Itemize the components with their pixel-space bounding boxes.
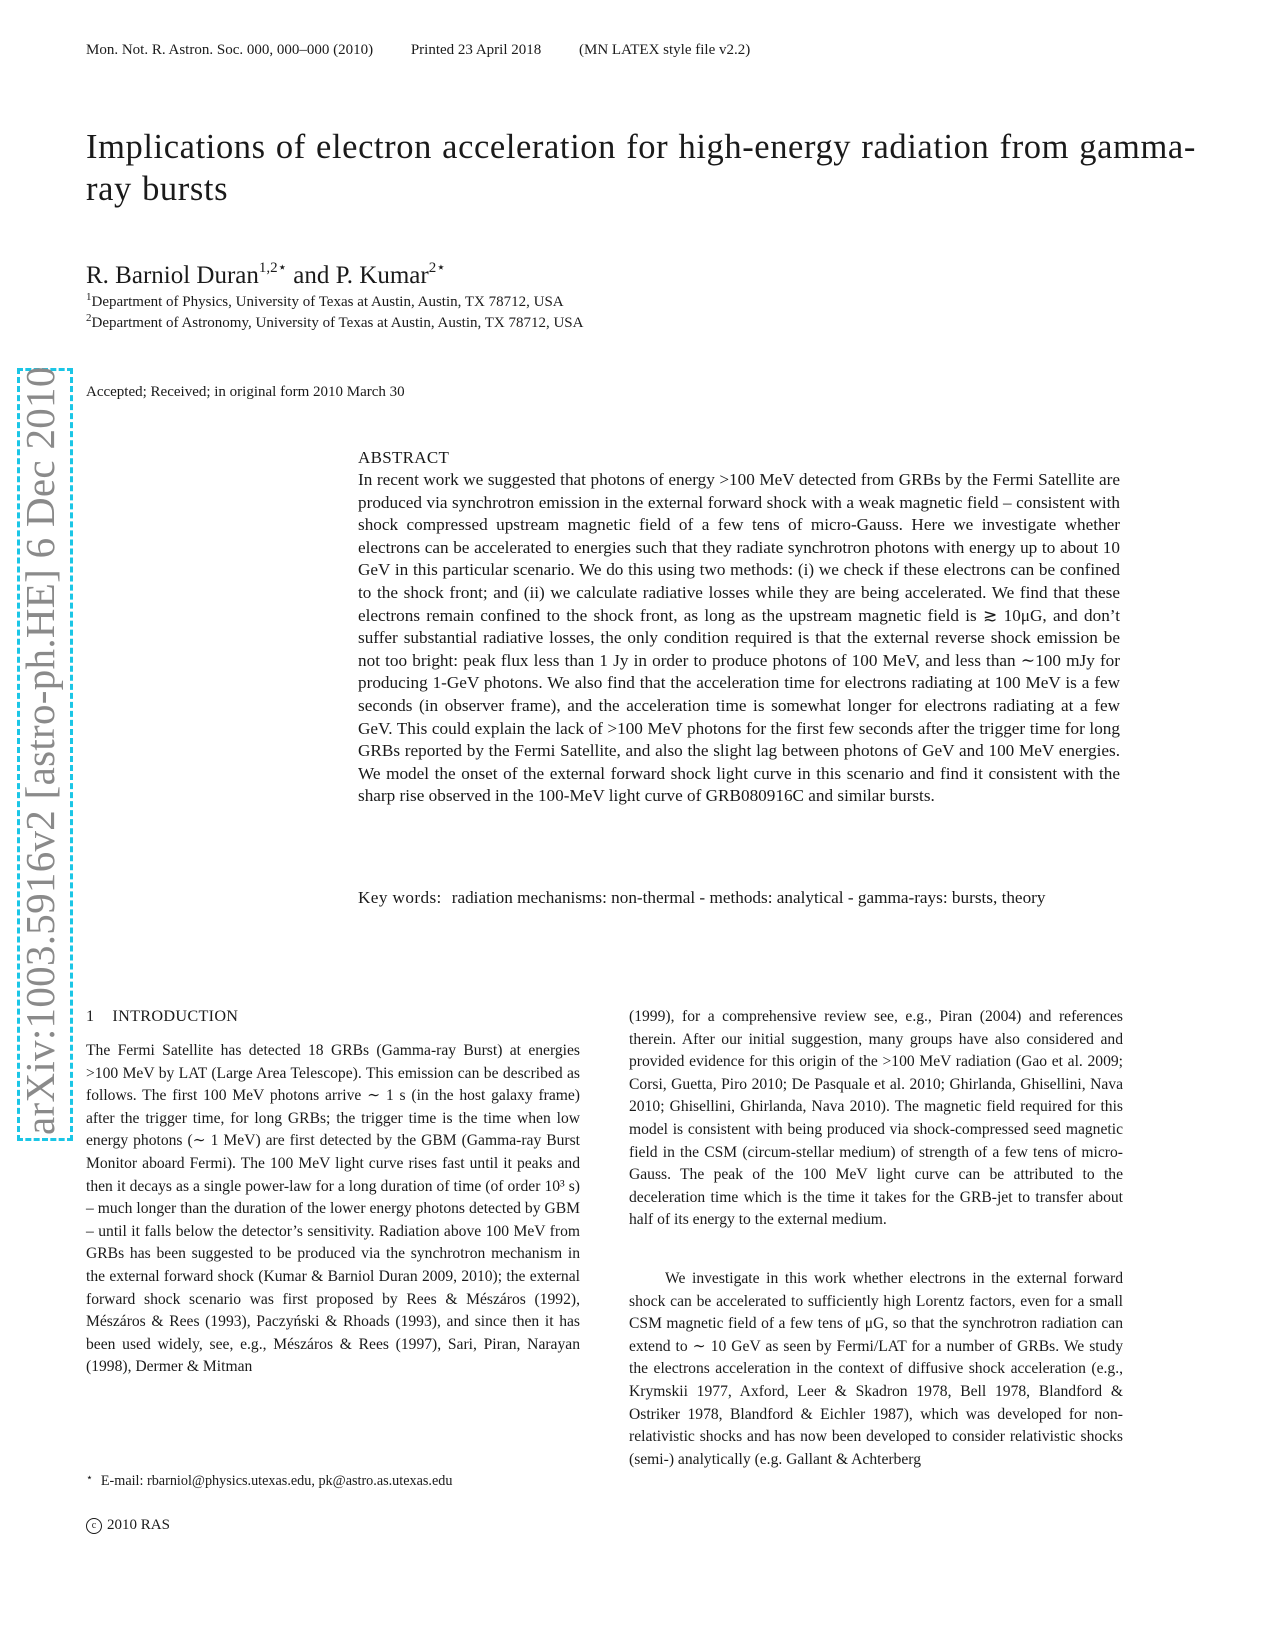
paragraph: We investigate in this work whether electrons in the external forward shock can be accelerated to sufficiently high Lorentz factors, even for a small CSM magnetic field of a few tens of μG, so that the synchrotron radiation can extend to ∼ 10 GeV as seen by Fermi/LAT for a number of GRBs. We study the electrons acceleration in the context of diffusive shock acceleration (e.g., Krymskii 1977, Axford, Leer & Skadron 1978, Bell 1978, Blandford & Ostriker 1978, Blandford & Eichler 1987), which was developed for non-relativistic shocks and has now been developed to consider relativistic shocks (semi-) analytically (e.g. Gallant & Achterberg [629, 1270, 1123, 1468]
affiliation-number: 2 [86, 312, 92, 324]
intro-right-column-continued [629, 1268, 1123, 1471]
abstract-heading: ABSTRACT [358, 448, 450, 467]
footnote-mark: ⋆ [86, 1472, 93, 1484]
author-list [86, 262, 446, 290]
intro-right-column [629, 1006, 1123, 1232]
copyright-line [86, 1517, 170, 1534]
footnote [86, 1471, 452, 1490]
accepted-line: Accepted; Received; in original form 2010 March 30 [86, 384, 405, 400]
keywords-label: Key words: [358, 888, 442, 907]
intro-left-column [86, 1040, 580, 1379]
author-name: R. Barniol Duran [86, 262, 259, 289]
running-head [86, 42, 784, 59]
footnote-text: E-mail: rbarniol@physics.utexas.edu, pk@astro.as.utexas.edu [100, 1473, 453, 1489]
affiliation [86, 312, 584, 332]
paragraph: The Fermi Satellite has detected 18 GRBs (Gamma-ray Burst) at energies >100 MeV by LAT (Large Area Telescope). This emission can be described as follows. The first 100 MeV photons arrive ∼ 1 s (in the host galaxy frame) after the trigger time, for long GRBs; the trigger time is the time when low energy photons (∼ 1 MeV) are first detected by the GBM (Gamma-ray Burst Monitor aboard Fermi). The 100 MeV light curve rises fast until it peaks and then it decays as a single power-law for a long duration of time (of order 10³ s) – much longer than the duration of the lower energy photons detected by GBM – until it falls below the detector’s sensitivity. Radiation above 100 MeV from GRBs has been suggested to be produced via the synchrotron mechanism in the external forward shock (Kumar & Barniol Duran 2009, 2010); the external forward shock scenario was first proposed by Rees & Mészáros (1992), Mészáros & Rees (1993), Paczyński & Rhoads (1993), and since then it has been used widely, see, e.g., Mészáros & Rees (1997), Sari, Piran, Narayan (1998), Dermer & Mitman [86, 1042, 580, 1376]
author-name: P. Kumar [335, 262, 429, 289]
section-heading [86, 1007, 238, 1026]
copyright-text: 2010 RAS [107, 1517, 170, 1533]
author-affiliation-mark: 1,2⋆ [258, 260, 288, 276]
keywords [358, 886, 1120, 909]
section-title: INTRODUCTION [112, 1007, 239, 1025]
author-conjunction: and [287, 262, 336, 289]
author-affiliation-mark: 2⋆ [428, 260, 446, 276]
section-number: 1 [86, 1007, 95, 1025]
affiliation-number: 1 [86, 291, 92, 303]
affiliation [86, 291, 564, 311]
style-file: (MN LATEX style file v2.2) [579, 42, 751, 58]
affiliation-text: Department of Physics, University of Texas at Austin, Austin, TX 78712, USA [91, 294, 564, 310]
arxiv-stamp-text: arXiv:1003.5916v2 [astro-ph.HE] 6 Dec 2010 [17, 366, 63, 1135]
copyright-icon: c [86, 1518, 102, 1534]
paragraph: (1999), for a comprehensive review see, e.g., Piran (2004) and references therein. After our initial suggestion, many groups have also considered and provided evidence for this origin of the >100 MeV radiation (Gao et al. 2009; Corsi, Guetta, Piro 2010; De Pasquale et al. 2010; Ghirlanda, Ghisellini, Nava 2010; Ghisellini, Ghirlanda, Nava 2010). The magnetic field required for this model is consistent with being produced via shock-compressed seed magnetic field in the CSM (circum-stellar medium) of strength of a few tens of micro-Gauss. The peak of the 100 MeV light curve can be attributed to the deceleration time which is the time it takes for the GRB-jet to transfer about half of its energy to the external medium. [629, 1008, 1123, 1229]
printed-date: Printed 23 April 2018 [410, 42, 542, 58]
paper-title: Implications of electron acceleration for high-energy radiation from gamma-ray bursts [86, 128, 1196, 208]
abstract-body: In recent work we suggested that photons of energy >100 MeV detected from GRBs by the Fermi Satellite are produced via synchrotron emission in the external forward shock with a weak magnetic field – consistent with shock compressed upstream magnetic field of a few tens of micro-Gauss. Here we investigate whether electrons can be accelerated to energies such that they radiate synchrotron photons with energy up to about 10 GeV in this particular scenario. We do this using two methods: (i) we check if these electrons can be confined to the shock front; and (ii) we calculate radiative losses while they are being accelerated. We find that these electrons remain confined to the shock front, as long as the upstream magnetic field is ≳ 10μG, and don’t suffer substantial radiative losses, the only condition required is that the external reverse shock emission be not too bright: peak flux less than 1 Jy in order to produce photons of 100 MeV, and less than ∼100 mJy for producing 1-GeV photons. We also find that the acceleration time for electrons radiating at 100 MeV is a few seconds (in observer frame), and the acceleration time is somewhat longer for electrons radiating at a few GeV. This could explain the lack of >100 MeV photons for the first few seconds after the trigger time for long GRBs reported by the Fermi Satellite, and also the slight lag between photons of GeV and 100 MeV energies. We model the onset of the external forward shock light curve in this scenario and find it consistent with the sharp rise observed in the 100-MeV light curve of GRB080916C and similar bursts. [358, 470, 1120, 806]
keywords-text: radiation mechanisms: non-thermal - methods: analytical - gamma-rays: bursts, theory [451, 888, 1046, 907]
affiliation-text: Department of Astronomy, University of Texas at Austin, Austin, TX 78712, USA [91, 315, 584, 331]
journal-citation: Mon. Not. R. Astron. Soc. 000, 000–000 (2010) [86, 42, 374, 58]
